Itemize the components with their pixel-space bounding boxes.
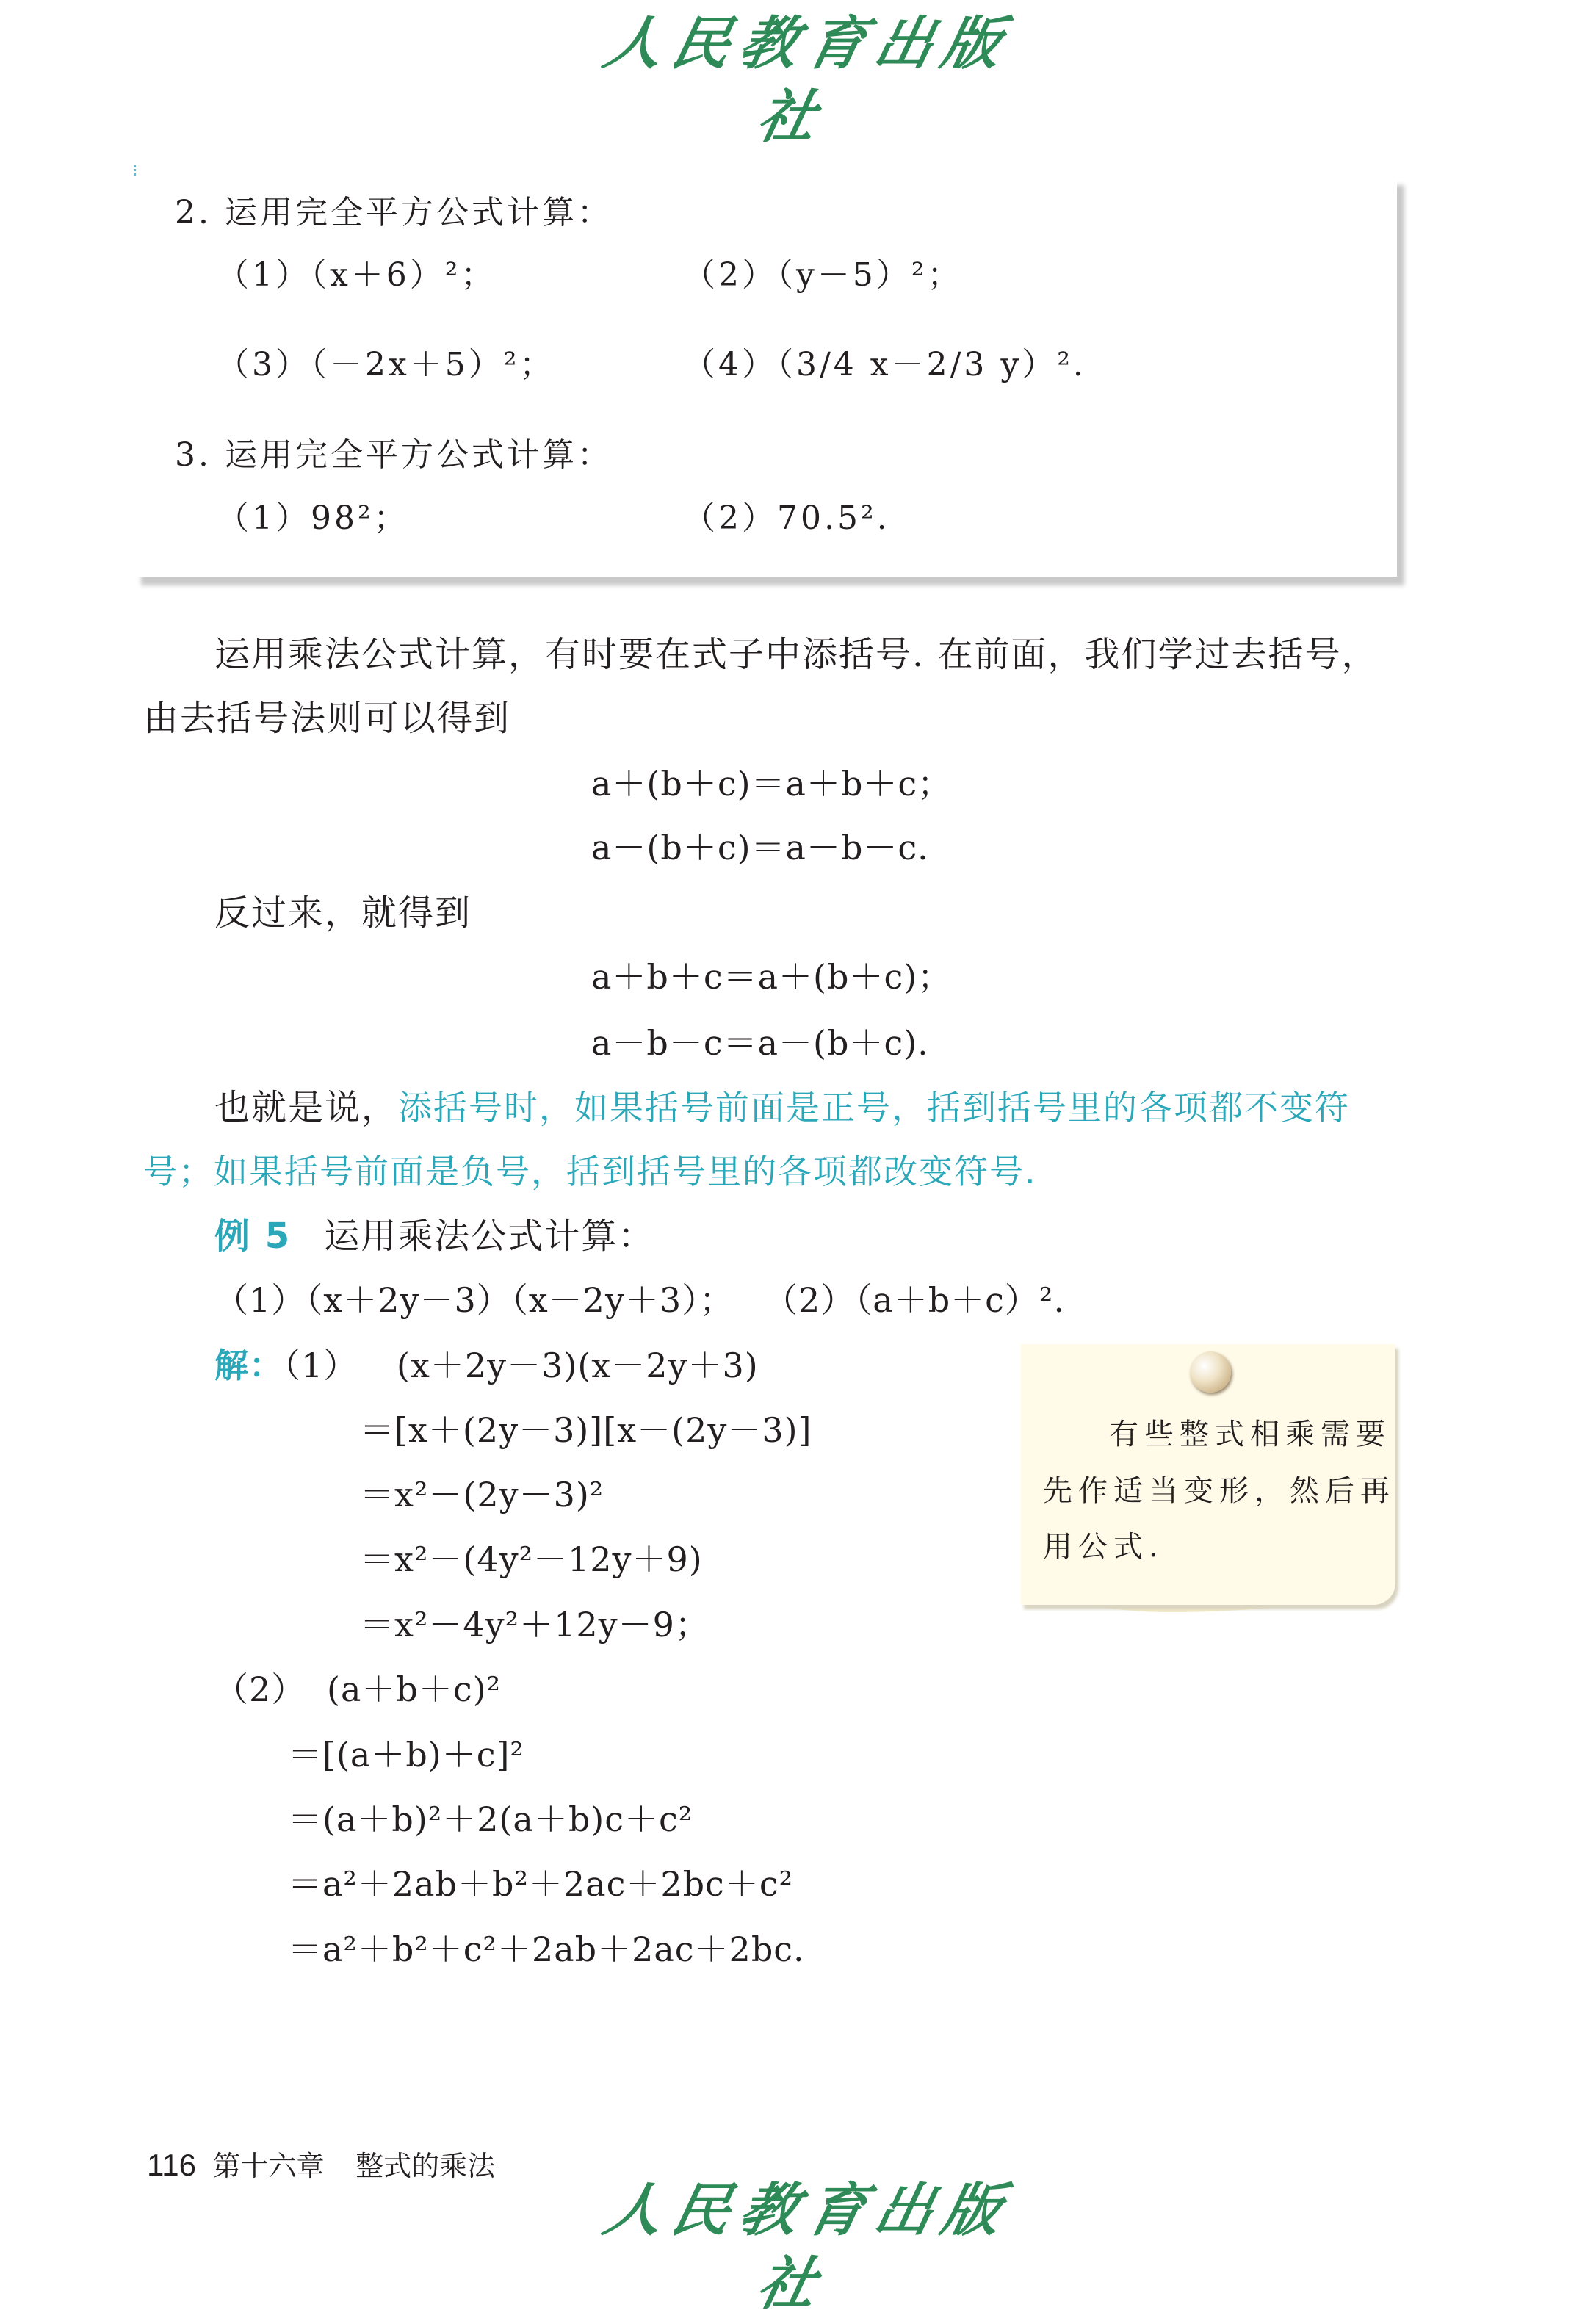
paragraph-3-line-1 xyxy=(214,1083,1350,1132)
solution-2-line-1: (a＋b＋c)² xyxy=(327,1670,501,1709)
exercise-3-item-2: （2）70.5². xyxy=(683,499,890,537)
publisher-logo-top: 人民教育出版社 xyxy=(598,10,1018,151)
exercise-2-item-2: （2）（y－5）²； xyxy=(683,256,963,294)
solution-2-line-5: ＝a²＋b²＋c²＋2ab＋2ac＋2bc. xyxy=(288,1930,805,1969)
solution-1-label: （1） xyxy=(284,1346,358,1385)
exercise-3-title: 3. 运用完全平方公式计算： xyxy=(175,436,613,474)
exercise-2-item-4: （4）（3/4 x－2/3 y）². xyxy=(683,346,1086,383)
section-title: 整式的乘法 xyxy=(355,2151,496,2182)
formula-2: a－(b＋c)＝a－b－c. xyxy=(591,828,929,867)
solution-1-line-5: ＝x²－4y²＋12y－9； xyxy=(360,1605,709,1645)
solution-1-line-2: ＝[x＋(2y－3)][x－(2y－3)] xyxy=(360,1410,812,1450)
formula-1: a＋(b＋c)＝a＋b＋c； xyxy=(591,764,953,804)
paragraph-1-line-1: 运用乘法公式计算，有时要在式子中添括号. 在前面，我们学过去括号， xyxy=(214,634,1379,675)
paragraph-2: 反过来，就得到 xyxy=(214,892,472,934)
solution-1-line-1: (x＋2y－3)(x－2y＋3) xyxy=(397,1346,759,1385)
note-line-1: 有些整式相乘需要 xyxy=(1109,1418,1391,1451)
solution-label: 解： xyxy=(214,1346,284,1385)
example-title: 运用乘法公式计算： xyxy=(324,1216,655,1257)
solution-1-line-4: ＝x²－(4y²－12y＋9) xyxy=(360,1539,703,1579)
example-part-2: （2）（a＋b＋c）². xyxy=(764,1280,1065,1320)
page-footer xyxy=(147,2143,495,2184)
paragraph-1-line-2: 由去括号法则可以得到 xyxy=(143,698,511,739)
chapter-label: 第十六章 xyxy=(212,2151,325,2182)
exercise-2-item-3: （3）（－2x＋5）²； xyxy=(217,346,555,383)
rule-highlight-2: 号；如果括号前面是负号，括到括号里的各项都改变符号. xyxy=(143,1152,1037,1191)
solution-2-line-2: ＝[(a＋b)＋c]² xyxy=(288,1735,524,1775)
example-heading xyxy=(214,1212,654,1260)
paragraph-3-prefix: 也就是说， xyxy=(214,1087,399,1128)
solution-1-header xyxy=(214,1342,358,1389)
solution-1-line-3: ＝x²－(2y－3)² xyxy=(360,1475,604,1515)
page-number: 116 xyxy=(147,2148,196,2182)
exercise-2-item-1: （1）（x＋6）²； xyxy=(217,256,497,294)
pushpin-icon xyxy=(1190,1351,1231,1393)
formula-4: a－b－c＝a－(b＋c). xyxy=(591,1023,929,1063)
exercise-3-item-1: （1）98²； xyxy=(217,499,409,537)
solution-2-label: （2） xyxy=(214,1670,306,1709)
note-line-2: 先作适当变形，然后再 xyxy=(1043,1474,1395,1508)
note-line-3: 用公式. xyxy=(1043,1530,1164,1564)
solution-2-line-3: ＝(a＋b)²＋2(a＋b)c＋c² xyxy=(288,1800,693,1839)
solution-2-line-4: ＝a²＋2ab＋b²＋2ac＋2bc＋c² xyxy=(288,1864,794,1904)
exercise-2-title: 2. 运用完全平方公式计算： xyxy=(175,194,613,231)
example-label: 例 5 xyxy=(214,1216,292,1257)
rule-highlight-1: 添括号时，如果括号前面是正号，括到括号里的各项都不变符 xyxy=(398,1088,1351,1127)
formula-3: a＋b＋c＝a＋(b＋c)； xyxy=(591,957,953,997)
publisher-logo-bottom: 人民教育出版社 xyxy=(598,2177,1018,2317)
example-part-1: （1）（x＋2y－3）（x－2y＋3）； xyxy=(214,1280,734,1320)
